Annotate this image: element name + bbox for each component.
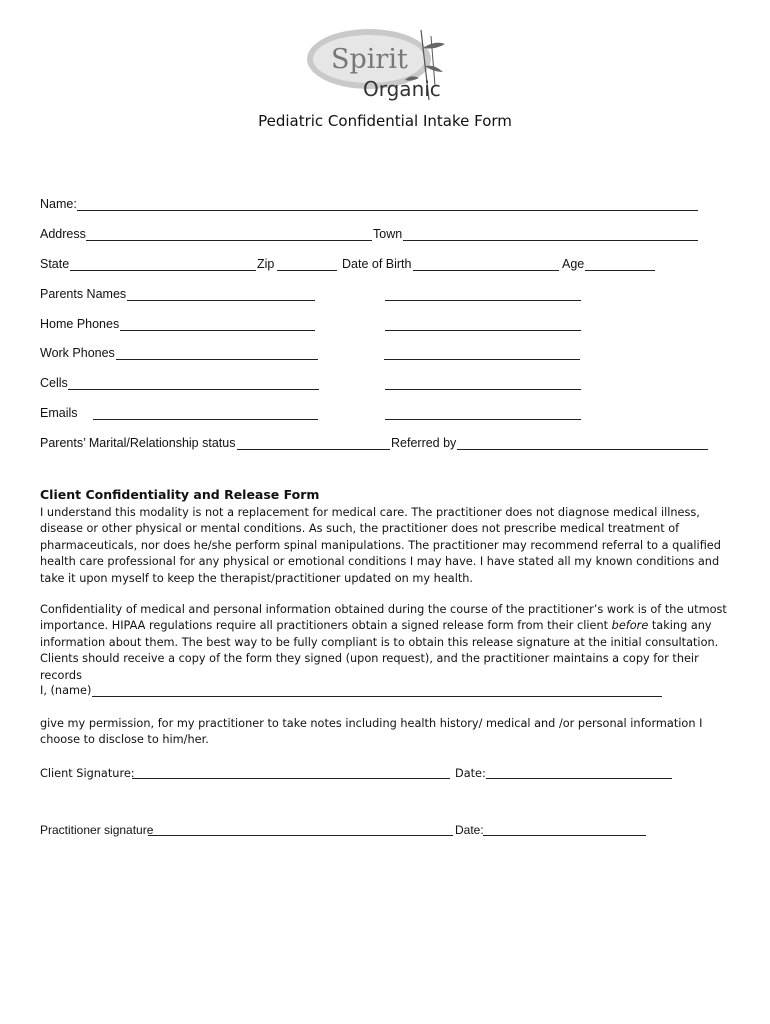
bamboo-leaf-logo-icon (303, 26, 451, 104)
release-paragraph-1: I understand this modality is not a replacement for medical care. The practitioner does not diagnose medical illness, disease or other physical or mental conditions. As such, the practitioner does not prescribe medical treatment of pharmaceuticals, nor does he/she perform spinal manipulations. The practitioner may recommend referral to a qualified health care professional for any physical or emotional conditions I may have. I have stated all my known conditions and take it upon myself to keep the therapist/practitioner updated on my health. (40, 506, 721, 585)
address-field[interactable] (86, 240, 372, 241)
dob-field[interactable] (413, 270, 559, 271)
release-heading: Client Confidentiality and Release Form (40, 487, 320, 502)
referred-by-field[interactable] (457, 449, 708, 450)
emails-field-1[interactable] (93, 419, 318, 420)
name-field[interactable] (77, 210, 698, 211)
state-label: State (40, 257, 70, 271)
state-field[interactable] (70, 270, 256, 271)
work-phones-field-2[interactable] (384, 359, 580, 360)
home-phones-label: Home Phones (40, 317, 120, 331)
paragraph-2-emphasis: before (611, 619, 649, 633)
i-name-label: I, (name) (40, 684, 92, 697)
permission-text: give my permission, for my practitioner to take notes including health history/ medical and /or personal information I choose to disclose to him/her. (40, 717, 703, 747)
home-phones-field-2[interactable] (385, 330, 581, 331)
emails-label: Emails (40, 406, 78, 420)
client-signature-field[interactable] (132, 778, 450, 779)
name-label: Name: (40, 197, 77, 211)
practitioner-date-label: Date: (455, 823, 484, 837)
address-label: Address (40, 227, 86, 241)
age-field[interactable] (585, 270, 655, 271)
paragraph-2-text-a: Confidentiality of medical and personal information obtained during the course of the practitioner’s work is of the utmost importance. HIPAA regulations require all practitioners obtain a signed release form from their client (40, 603, 727, 633)
zip-field[interactable] (277, 270, 337, 271)
referred-by-label: Referred by (391, 436, 457, 450)
client-name-field[interactable] (92, 696, 662, 697)
cells-field-2[interactable] (385, 389, 581, 390)
practitioner-signature-field[interactable] (148, 835, 453, 836)
age-label: Age (562, 257, 585, 271)
paragraph-2-text-b: taking any information about them. The best way to be fully compliant is to obtain this release signature at the initial consultation. Clients should receive a copy of the form they signed (upon request), and the practitioner maintains a copy for their records (40, 619, 719, 682)
cells-field-1[interactable] (68, 389, 319, 390)
marital-status-label: Parents’ Marital/Relationship status (40, 436, 236, 450)
dob-label: Date of Birth (342, 257, 412, 271)
parents-names-field-2[interactable] (385, 300, 581, 301)
parents-names-field-1[interactable] (127, 300, 315, 301)
emails-field-2[interactable] (385, 419, 581, 420)
town-label: Town (373, 227, 403, 241)
page-title: Pediatric Confidential Intake Form (258, 112, 512, 130)
practitioner-signature-label: Practitioner signature (40, 823, 154, 837)
work-phones-label: Work Phones (40, 346, 115, 360)
cells-label: Cells (40, 376, 68, 390)
release-paragraph-2 (40, 602, 730, 684)
name-row (40, 197, 77, 211)
client-date-field[interactable] (486, 778, 672, 779)
parents-names-label: Parents Names (40, 287, 127, 301)
marital-status-field[interactable] (237, 449, 390, 450)
town-field[interactable] (403, 240, 698, 241)
client-date-label: Date: (455, 767, 486, 780)
svg-text:Spirit: Spirit (331, 44, 408, 75)
spirit-organic-logo (303, 26, 451, 104)
work-phones-field-1[interactable] (116, 359, 318, 360)
practitioner-date-field[interactable] (483, 835, 646, 836)
svg-text:Organic: Organic (363, 77, 441, 101)
zip-label: Zip (257, 257, 275, 271)
client-signature-label: Client Signature: (40, 767, 135, 780)
home-phones-field-1[interactable] (120, 330, 315, 331)
